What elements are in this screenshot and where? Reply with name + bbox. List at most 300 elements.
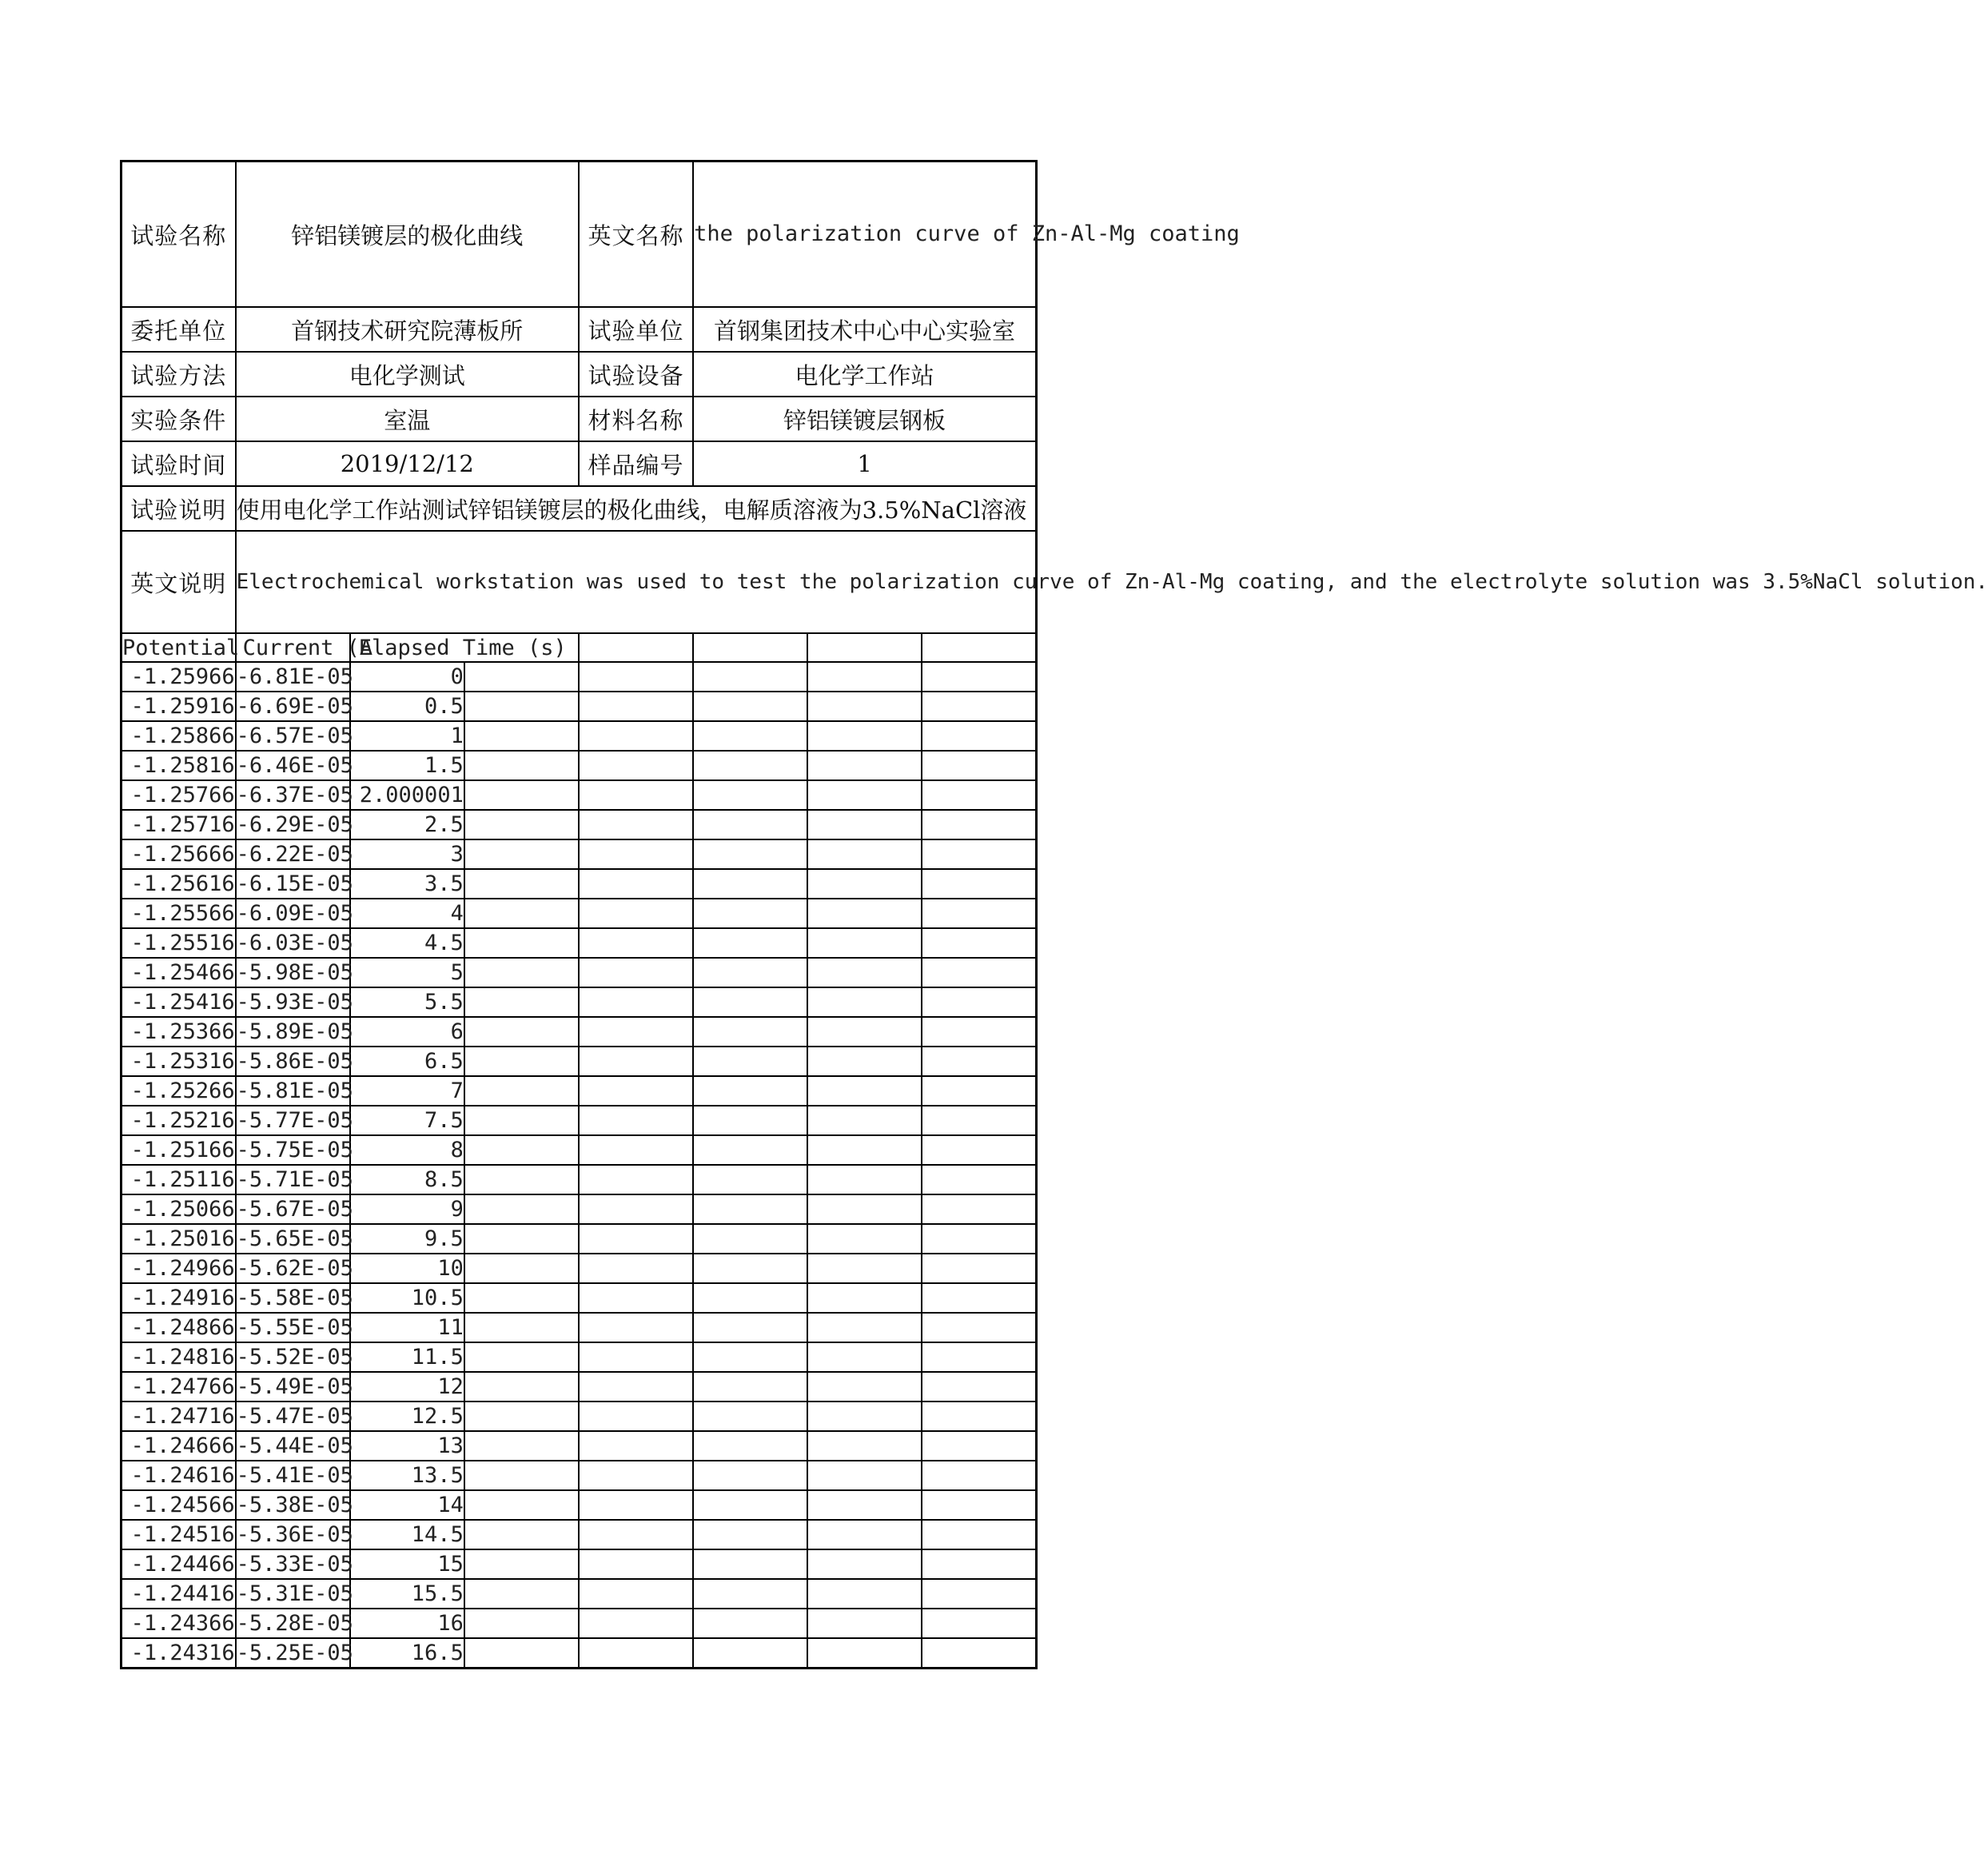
empty-cell (922, 721, 1036, 751)
empty-cell (693, 1431, 807, 1461)
cell-current: -5.71E-05 (236, 1165, 350, 1194)
empty-cell (922, 1224, 1036, 1254)
empty-cell (579, 1431, 693, 1461)
cell-elapsed-time: 12.5 (350, 1402, 464, 1431)
cell-elapsed-time: 8.5 (350, 1165, 464, 1194)
cell-potential: -1.25616 (122, 869, 236, 899)
empty-cell (807, 958, 922, 987)
english-description-label: 英文说明 (122, 531, 236, 633)
cell-current: -5.44E-05 (236, 1431, 350, 1461)
test-name-label: 试验名称 (122, 161, 236, 308)
empty-cell (464, 1283, 579, 1313)
cell-elapsed-time: 2.000001 (350, 780, 464, 810)
empty-cell (579, 633, 693, 662)
table-row (122, 1490, 1037, 1520)
table-row (122, 1461, 1037, 1490)
empty-cell (464, 1342, 579, 1372)
table-row (122, 1047, 1037, 1076)
cell-elapsed-time: 2.5 (350, 810, 464, 839)
empty-cell (464, 958, 579, 987)
client-row (122, 307, 1037, 352)
cell-potential: -1.24966 (122, 1254, 236, 1283)
cell-current: -5.77E-05 (236, 1106, 350, 1135)
cell-potential: -1.25966 (122, 662, 236, 692)
empty-cell (693, 721, 807, 751)
client-value: 首钢技术研究院薄板所 (236, 307, 579, 352)
cell-elapsed-time: 7.5 (350, 1106, 464, 1135)
empty-cell (579, 899, 693, 928)
empty-cell (807, 1224, 922, 1254)
empty-cell (807, 1372, 922, 1402)
empty-cell (807, 1520, 922, 1549)
table-row (122, 1165, 1037, 1194)
empty-cell (693, 692, 807, 721)
empty-cell (807, 987, 922, 1017)
empty-cell (807, 1313, 922, 1342)
cell-potential: -1.25466 (122, 958, 236, 987)
cell-elapsed-time: 0.5 (350, 692, 464, 721)
empty-cell (922, 1283, 1036, 1313)
condition-value: 室温 (236, 397, 579, 441)
cell-elapsed-time: 15 (350, 1549, 464, 1579)
empty-cell (693, 1047, 807, 1076)
table-row (122, 899, 1037, 928)
empty-cell (922, 1106, 1036, 1135)
empty-cell (464, 869, 579, 899)
cell-current: -6.69E-05 (236, 692, 350, 721)
test-report-sheet (120, 160, 1988, 1669)
table-row (122, 1076, 1037, 1106)
empty-cell (579, 958, 693, 987)
empty-cell (693, 958, 807, 987)
empty-cell (922, 869, 1036, 899)
table-row (122, 1342, 1037, 1372)
cell-potential: -1.25266 (122, 1076, 236, 1106)
table-row (122, 1106, 1037, 1135)
empty-cell (693, 1017, 807, 1047)
title-row (122, 161, 1037, 308)
equipment-value: 电化学工作站 (693, 352, 1036, 397)
cell-elapsed-time: 10.5 (350, 1283, 464, 1313)
empty-cell (693, 1609, 807, 1638)
time-value: 2019/12/12 (236, 441, 579, 486)
cell-potential: -1.25716 (122, 810, 236, 839)
cell-elapsed-time: 0 (350, 662, 464, 692)
empty-cell (693, 633, 807, 662)
empty-cell (807, 1165, 922, 1194)
cell-potential: -1.24366 (122, 1609, 236, 1638)
cell-elapsed-time: 4.5 (350, 928, 464, 958)
empty-cell (922, 1165, 1036, 1194)
empty-cell (807, 1431, 922, 1461)
empty-cell (579, 1135, 693, 1165)
empty-cell (922, 928, 1036, 958)
cell-current: -5.52E-05 (236, 1342, 350, 1372)
cell-potential: -1.24316 (122, 1638, 236, 1669)
empty-cell (464, 1549, 579, 1579)
english-name-value: the polarization curve of Zn-Al-Mg coating (693, 161, 1036, 308)
empty-cell (922, 1342, 1036, 1372)
table-row (122, 1135, 1037, 1165)
cell-current: -6.29E-05 (236, 810, 350, 839)
empty-cell (807, 1461, 922, 1490)
cell-potential: -1.24666 (122, 1431, 236, 1461)
empty-cell (807, 1106, 922, 1135)
empty-cell (693, 1224, 807, 1254)
empty-cell (693, 1283, 807, 1313)
empty-cell (922, 780, 1036, 810)
empty-cell (579, 810, 693, 839)
empty-cell (464, 987, 579, 1017)
table-row (122, 1194, 1037, 1224)
english-name-label: 英文名称 (579, 161, 693, 308)
cell-elapsed-time: 14.5 (350, 1520, 464, 1549)
empty-cell (807, 1017, 922, 1047)
cell-current: -5.89E-05 (236, 1017, 350, 1047)
empty-cell (579, 1313, 693, 1342)
empty-cell (579, 1254, 693, 1283)
material-label: 材料名称 (579, 397, 693, 441)
empty-cell (693, 1254, 807, 1283)
empty-cell (922, 1431, 1036, 1461)
sample-label: 样品编号 (579, 441, 693, 486)
cell-potential: -1.24616 (122, 1461, 236, 1490)
empty-cell (807, 1638, 922, 1669)
column-header-potential: Potential (122, 633, 236, 662)
column-header-current: Current (A (236, 633, 350, 662)
condition-label: 实验条件 (122, 397, 236, 441)
empty-cell (922, 1638, 1036, 1669)
empty-cell (807, 1579, 922, 1609)
time-row (122, 441, 1037, 486)
empty-cell (693, 869, 807, 899)
empty-cell (922, 1047, 1036, 1076)
cell-elapsed-time: 13 (350, 1431, 464, 1461)
empty-cell (807, 692, 922, 721)
empty-cell (579, 1638, 693, 1669)
table-row (122, 1224, 1037, 1254)
empty-cell (464, 1194, 579, 1224)
empty-cell (693, 987, 807, 1017)
table-row (122, 928, 1037, 958)
empty-cell (922, 1461, 1036, 1490)
empty-cell (464, 1106, 579, 1135)
empty-cell (464, 1017, 579, 1047)
empty-cell (807, 1549, 922, 1579)
method-value: 电化学测试 (236, 352, 579, 397)
empty-cell (922, 662, 1036, 692)
empty-cell (693, 1106, 807, 1135)
test-unit-label: 试验单位 (579, 307, 693, 352)
empty-cell (922, 810, 1036, 839)
time-label: 试验时间 (122, 441, 236, 486)
column-header-row (122, 633, 1037, 662)
cell-elapsed-time: 4 (350, 899, 464, 928)
empty-cell (807, 1490, 922, 1520)
equipment-label: 试验设备 (579, 352, 693, 397)
table-row (122, 869, 1037, 899)
empty-cell (807, 1194, 922, 1224)
empty-cell (579, 1106, 693, 1135)
empty-cell (693, 1402, 807, 1431)
empty-cell (464, 1076, 579, 1106)
empty-cell (693, 1461, 807, 1490)
cell-elapsed-time: 12 (350, 1372, 464, 1402)
cell-current: -6.22E-05 (236, 839, 350, 869)
empty-cell (579, 780, 693, 810)
cell-elapsed-time: 16 (350, 1609, 464, 1638)
cell-current: -6.37E-05 (236, 780, 350, 810)
empty-cell (464, 928, 579, 958)
cell-current: -6.81E-05 (236, 662, 350, 692)
empty-cell (693, 1638, 807, 1669)
cell-potential: -1.24866 (122, 1313, 236, 1342)
empty-cell (464, 1165, 579, 1194)
table-row (122, 1402, 1037, 1431)
client-label: 委托单位 (122, 307, 236, 352)
cell-elapsed-time: 3.5 (350, 869, 464, 899)
cell-potential: -1.25416 (122, 987, 236, 1017)
empty-cell (464, 1254, 579, 1283)
empty-cell (464, 1520, 579, 1549)
empty-cell (807, 751, 922, 780)
empty-cell (693, 1490, 807, 1520)
empty-cell (464, 1431, 579, 1461)
empty-cell (922, 839, 1036, 869)
empty-cell (464, 1609, 579, 1638)
cell-elapsed-time: 6 (350, 1017, 464, 1047)
cell-elapsed-time: 15.5 (350, 1579, 464, 1609)
cell-current: -5.38E-05 (236, 1490, 350, 1520)
cell-elapsed-time: 13.5 (350, 1461, 464, 1490)
empty-cell (807, 633, 922, 662)
empty-cell (922, 1313, 1036, 1342)
cell-current: -6.03E-05 (236, 928, 350, 958)
table-row (122, 692, 1037, 721)
cell-elapsed-time: 5.5 (350, 987, 464, 1017)
empty-cell (807, 869, 922, 899)
empty-cell (922, 1372, 1036, 1402)
cell-potential: -1.25016 (122, 1224, 236, 1254)
cell-potential: -1.25766 (122, 780, 236, 810)
empty-cell (693, 1549, 807, 1579)
empty-cell (693, 1520, 807, 1549)
table-row (122, 839, 1037, 869)
empty-cell (922, 958, 1036, 987)
empty-cell (807, 928, 922, 958)
empty-cell (807, 1283, 922, 1313)
empty-cell (693, 899, 807, 928)
empty-cell (579, 1017, 693, 1047)
empty-cell (922, 1490, 1036, 1520)
cell-current: -5.65E-05 (236, 1224, 350, 1254)
cell-potential: -1.25916 (122, 692, 236, 721)
empty-cell (693, 1165, 807, 1194)
empty-cell (579, 662, 693, 692)
empty-cell (579, 839, 693, 869)
empty-cell (464, 1490, 579, 1520)
table-row (122, 662, 1037, 692)
cell-potential: -1.25866 (122, 721, 236, 751)
material-value: 锌铝镁镀层钢板 (693, 397, 1036, 441)
empty-cell (807, 1254, 922, 1283)
table-row (122, 1520, 1037, 1549)
empty-cell (922, 692, 1036, 721)
cell-elapsed-time: 10 (350, 1254, 464, 1283)
empty-cell (922, 1254, 1036, 1283)
table-row (122, 987, 1037, 1017)
empty-cell (922, 1076, 1036, 1106)
empty-cell (464, 1224, 579, 1254)
empty-cell (579, 1165, 693, 1194)
empty-cell (464, 1047, 579, 1076)
cell-elapsed-time: 8 (350, 1135, 464, 1165)
cell-elapsed-time: 7 (350, 1076, 464, 1106)
cell-potential: -1.24566 (122, 1490, 236, 1520)
empty-cell (807, 780, 922, 810)
cell-elapsed-time: 11 (350, 1313, 464, 1342)
description-label: 试验说明 (122, 486, 236, 531)
cell-current: -5.93E-05 (236, 987, 350, 1017)
table-row (122, 1638, 1037, 1669)
cell-elapsed-time: 16.5 (350, 1638, 464, 1669)
cell-potential: -1.24716 (122, 1402, 236, 1431)
cell-current: -5.86E-05 (236, 1047, 350, 1076)
empty-cell (579, 1402, 693, 1431)
empty-cell (693, 1135, 807, 1165)
cell-current: -5.98E-05 (236, 958, 350, 987)
empty-cell (464, 1135, 579, 1165)
empty-cell (579, 1194, 693, 1224)
cell-potential: -1.24766 (122, 1372, 236, 1402)
empty-cell (579, 692, 693, 721)
empty-cell (693, 1342, 807, 1372)
cell-potential: -1.25116 (122, 1165, 236, 1194)
empty-cell (579, 1490, 693, 1520)
table-row (122, 721, 1037, 751)
cell-current: -5.36E-05 (236, 1520, 350, 1549)
cell-potential: -1.24516 (122, 1520, 236, 1549)
empty-cell (693, 1579, 807, 1609)
cell-current: -6.09E-05 (236, 899, 350, 928)
empty-cell (922, 751, 1036, 780)
empty-cell (579, 1372, 693, 1402)
empty-cell (922, 987, 1036, 1017)
empty-cell (807, 810, 922, 839)
table-row (122, 1017, 1037, 1047)
empty-cell (579, 1224, 693, 1254)
table-row (122, 780, 1037, 810)
cell-potential: -1.25066 (122, 1194, 236, 1224)
test-unit-value: 首钢集团技术中心中心实验室 (693, 307, 1036, 352)
table-row (122, 1431, 1037, 1461)
empty-cell (922, 899, 1036, 928)
empty-cell (693, 928, 807, 958)
table-row (122, 751, 1037, 780)
report-table (120, 160, 1988, 1669)
empty-cell (922, 1549, 1036, 1579)
empty-cell (922, 1402, 1036, 1431)
cell-potential: -1.25666 (122, 839, 236, 869)
empty-cell (807, 1076, 922, 1106)
empty-cell (693, 1372, 807, 1402)
empty-cell (922, 1194, 1036, 1224)
empty-cell (922, 1579, 1036, 1609)
column-header-elapsed-time: Elapsed Time (s) (350, 633, 579, 662)
empty-cell (922, 1017, 1036, 1047)
empty-cell (807, 839, 922, 869)
cell-current: -6.15E-05 (236, 869, 350, 899)
table-row (122, 810, 1037, 839)
cell-elapsed-time: 5 (350, 958, 464, 987)
method-row (122, 352, 1037, 397)
cell-elapsed-time: 1.5 (350, 751, 464, 780)
table-row (122, 1372, 1037, 1402)
empty-cell (693, 1076, 807, 1106)
table-row (122, 1313, 1037, 1342)
cell-potential: -1.25216 (122, 1106, 236, 1135)
cell-current: -5.49E-05 (236, 1372, 350, 1402)
empty-cell (579, 1579, 693, 1609)
empty-cell (922, 1609, 1036, 1638)
description-row (122, 486, 1037, 531)
table-row (122, 1549, 1037, 1579)
empty-cell (579, 1047, 693, 1076)
table-row (122, 1609, 1037, 1638)
cell-current: -5.75E-05 (236, 1135, 350, 1165)
test-name-value: 锌铝镁镀层的极化曲线 (236, 161, 579, 308)
empty-cell (579, 987, 693, 1017)
empty-cell (579, 1461, 693, 1490)
table-row (122, 958, 1037, 987)
empty-cell (464, 662, 579, 692)
empty-cell (464, 692, 579, 721)
cell-elapsed-time: 9 (350, 1194, 464, 1224)
empty-cell (579, 1609, 693, 1638)
empty-cell (693, 839, 807, 869)
empty-cell (464, 810, 579, 839)
table-row (122, 1254, 1037, 1283)
empty-cell (922, 633, 1036, 662)
cell-current: -5.55E-05 (236, 1313, 350, 1342)
empty-cell (579, 751, 693, 780)
empty-cell (922, 1520, 1036, 1549)
cell-current: -5.81E-05 (236, 1076, 350, 1106)
empty-cell (579, 1549, 693, 1579)
empty-cell (693, 751, 807, 780)
empty-cell (807, 1609, 922, 1638)
sample-value: 1 (693, 441, 1036, 486)
empty-cell (807, 1135, 922, 1165)
empty-cell (464, 1313, 579, 1342)
table-row (122, 1579, 1037, 1609)
empty-cell (807, 1402, 922, 1431)
empty-cell (693, 1313, 807, 1342)
empty-cell (693, 662, 807, 692)
description-value: 使用电化学工作站测试锌铝镁镀层的极化曲线，电解质溶液为3.5%NaCl溶液 (236, 486, 1037, 531)
cell-current: -6.46E-05 (236, 751, 350, 780)
empty-cell (464, 1461, 579, 1490)
cell-elapsed-time: 1 (350, 721, 464, 751)
empty-cell (807, 1342, 922, 1372)
empty-cell (579, 928, 693, 958)
cell-elapsed-time: 3 (350, 839, 464, 869)
cell-current: -5.25E-05 (236, 1638, 350, 1669)
cell-potential: -1.24466 (122, 1549, 236, 1579)
empty-cell (464, 721, 579, 751)
cell-current: -5.67E-05 (236, 1194, 350, 1224)
cell-current: -5.33E-05 (236, 1549, 350, 1579)
